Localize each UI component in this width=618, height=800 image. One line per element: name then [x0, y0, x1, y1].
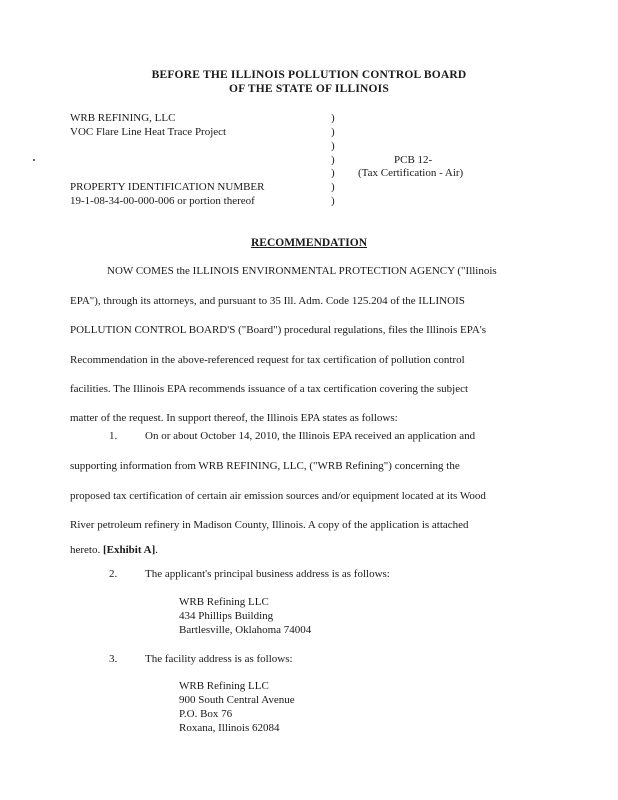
caption-paren: ) — [331, 140, 335, 152]
court-header-line-2: OF THE STATE OF ILLINOIS — [229, 83, 389, 95]
period: . — [155, 544, 158, 556]
court-header-line-1: BEFORE THE ILLINOIS POLLUTION CONTROL BOARD — [151, 69, 467, 81]
caption-project: VOC Flare Line Heat Trace Project — [70, 126, 227, 138]
body-line: The facility address is as follows: — [145, 653, 293, 665]
exhibit-reference: [Exhibit A] — [102, 544, 156, 556]
body-line: supporting information from WRB REFINING, LLC, ("WRB Refining") concerning the — [70, 460, 460, 472]
body-line: The applicant's principal business address is as follows: — [145, 568, 390, 580]
caption-paren: ) — [331, 167, 335, 179]
caption-property-number: 19-1-08-34-00-000-006 or portion thereof — [70, 195, 255, 207]
address-line: 434 Phillips Building — [179, 610, 274, 622]
caption-party: WRB REFINING, LLC — [70, 112, 176, 124]
address-line: WRB Refining LLC — [179, 680, 269, 692]
address-line: Roxana, Illinois 62084 — [179, 722, 280, 734]
document-title: RECOMMENDATION — [250, 237, 368, 249]
caption-paren: ) — [331, 181, 335, 193]
case-type: (Tax Certification - Air) — [358, 167, 464, 179]
caption-paren: ) — [331, 126, 335, 138]
paragraph-number: 3. — [109, 653, 118, 665]
body-line: River petroleum refinery in Madison County, Illinois. A copy of the application is attached — [70, 519, 469, 531]
address-line: WRB Refining LLC — [179, 596, 269, 608]
body-line: proposed tax certification of certain air emission sources and/or equipment located at its Wood — [70, 490, 486, 502]
body-text: hereto. — [70, 544, 101, 556]
body-line: EPA"), through its attorneys, and pursuant to 35 Ill. Adm. Code 125.204 of the ILLINOIS — [70, 295, 465, 307]
body-line-last — [70, 544, 158, 556]
address-line: P.O. Box 76 — [179, 708, 233, 720]
body-line: Recommendation in the above-referenced request for tax certification of pollution control — [70, 354, 465, 366]
caption-paren: ) — [331, 154, 335, 166]
body-line: facilities. The Illinois EPA recommends issuance of a tax certification covering the subject — [70, 383, 469, 395]
caption-property-label: PROPERTY IDENTIFICATION NUMBER — [70, 181, 265, 193]
body-line: matter of the request. In support thereof, the Illinois EPA states as follows: — [70, 412, 398, 424]
paragraph-number: 2. — [109, 568, 118, 580]
caption-paren: ) — [331, 112, 335, 124]
address-line: Bartlesville, Oklahoma 74004 — [179, 624, 312, 636]
address-line: 900 South Central Avenue — [179, 694, 295, 706]
scan-speck — [33, 159, 35, 161]
body-line: NOW COMES the ILLINOIS ENVIRONMENTAL PROTECTION AGENCY ("Illinois — [107, 265, 497, 277]
body-line: On or about October 14, 2010, the Illinois EPA received an application and — [145, 430, 476, 442]
case-number: PCB 12- — [394, 154, 433, 166]
caption-paren: ) — [331, 195, 335, 207]
body-line: POLLUTION CONTROL BOARD'S ("Board") procedural regulations, files the Illinois EPA's — [70, 324, 487, 336]
paragraph-number: 1. — [109, 430, 118, 442]
